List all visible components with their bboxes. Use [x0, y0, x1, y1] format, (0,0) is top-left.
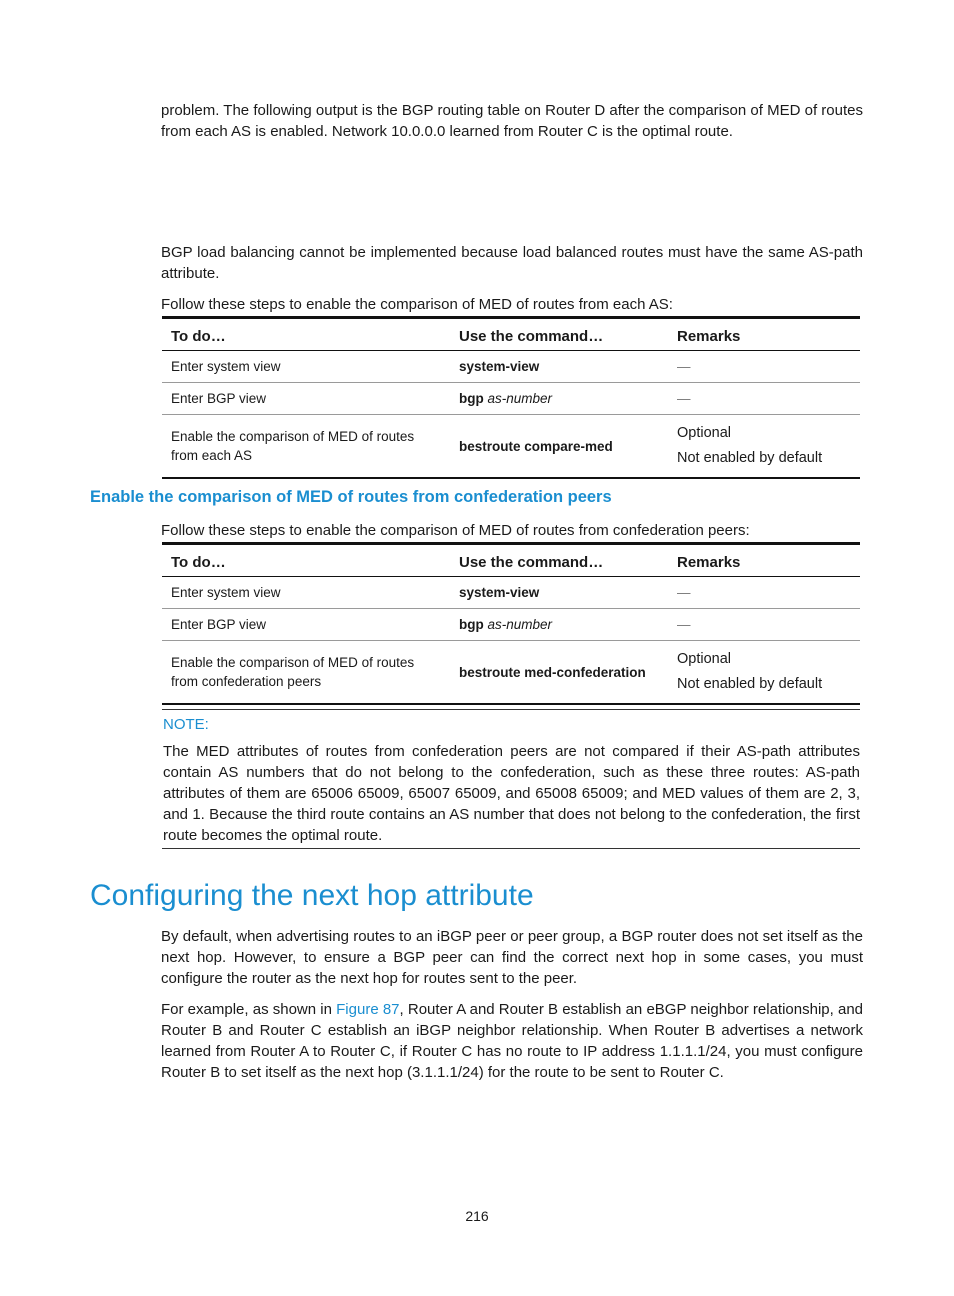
intro-paragraph-2: BGP load balancing cannot be implemented because load balanced routes must have the same AS-path attribute. [161, 244, 863, 282]
table-row [162, 383, 860, 415]
command-keyword: bestroute compare-med [459, 438, 613, 454]
cell-remarks [668, 415, 860, 479]
cell-command [450, 577, 668, 609]
remark-default: Not enabled by default [677, 450, 823, 466]
page-number: 216 [465, 1208, 489, 1224]
table-row [162, 577, 860, 609]
cell-remarks [668, 351, 860, 383]
command-argument: as-number [487, 617, 553, 632]
cell-command [450, 351, 668, 383]
table-row [162, 351, 860, 383]
remark-optional: Optional [677, 651, 732, 667]
remark-dash: — [677, 617, 691, 632]
command-keyword: bgp [459, 617, 484, 632]
next-hop-paragraph-1: By default, when advertising routes to an iBGP peer or peer group, a BGP router does not set itself as the next hop. However, to ensure a BGP peer can find the correct next hop in some cases, you must configure the router as the next hop for routes sent to the peer. [161, 928, 863, 987]
column-header-todo: To do… [162, 318, 450, 351]
note-box [162, 709, 860, 849]
remark-dash: — [677, 585, 691, 600]
cell-todo: Enter system view [162, 351, 450, 383]
note-label: NOTE: [163, 716, 209, 733]
cell-remarks [668, 641, 860, 705]
column-header-todo: To do… [162, 544, 450, 577]
column-header-command: Use the command… [450, 318, 668, 351]
command-argument: as-number [487, 391, 553, 406]
cell-todo: Enable the comparison of MED of routes from confederation peers [162, 641, 450, 705]
next-hop-paragraph-2 [161, 999, 863, 1083]
table-row [162, 609, 860, 641]
column-header-remarks: Remarks [668, 318, 860, 351]
command-keyword: bestroute med-confederation [459, 664, 646, 680]
command-keyword: system-view [459, 585, 540, 600]
command-keyword: system-view [459, 359, 540, 374]
table-row [162, 641, 860, 705]
section-heading-confederation: Enable the comparison of MED of routes from confederation peers [90, 488, 612, 506]
table-header-row [162, 318, 860, 351]
remark-dash: — [677, 391, 691, 406]
table-row [162, 415, 860, 479]
table-header-row [162, 544, 860, 577]
remark-optional: Optional [677, 425, 732, 441]
section-heading-next-hop: Configuring the next hop attribute [90, 879, 534, 912]
remark-default: Not enabled by default [677, 676, 823, 692]
paragraph-text-after-link: , Router A and Router B establish an eBGP neighbor relationship, and Router B and Router C establish an iBGP neighbor relationship. When Router B advertises a network learned from Router A to Router C, if Router C has no route to IP address 1.1.1.1/24, you must configure Router B to set itself as the next hop (3.1.1.1/24) for the route to be sent to Router C. [161, 1001, 864, 1081]
remark-dash: — [677, 359, 691, 374]
command-keyword: bgp [459, 391, 484, 406]
cell-command [450, 383, 668, 415]
note-text: The MED attributes of routes from confederation peers are not compared if their AS-path attributes contain AS numbers that do not belong to the confederation, such as these three routes: AS-path attributes of them are 65006 65009, 65007 65009, and 65008 65009; and MED values of them are 2, 3, and 1. Because the third route contains an AS number that does not belong to the confederation, the first route becomes the optimal route. [163, 743, 860, 844]
cell-todo: Enter BGP view [162, 383, 450, 415]
intro-paragraph-3: Follow these steps to enable the comparison of MED of routes from each AS: [161, 296, 673, 313]
column-header-remarks: Remarks [668, 544, 860, 577]
cell-command [450, 609, 668, 641]
column-header-command: Use the command… [450, 544, 668, 577]
cell-command [450, 641, 668, 705]
command-table-med-confederation [162, 542, 860, 705]
cell-remarks [668, 577, 860, 609]
cell-todo: Enter BGP view [162, 609, 450, 641]
figure-87-link[interactable]: Figure 87 [336, 1001, 400, 1018]
command-table-med-as [162, 316, 860, 479]
intro-paragraph-1: problem. The following output is the BGP routing table on Router D after the comparison of MED of routes from each AS is enabled. Network 10.0.0.0 learned from Router C is the optimal route. [161, 102, 863, 140]
cell-command [450, 415, 668, 479]
cell-todo: Enter system view [162, 577, 450, 609]
paragraph-text-before-link: For example, as shown in [161, 1001, 337, 1018]
cell-todo: Enable the comparison of MED of routes from each AS [162, 415, 450, 479]
cell-remarks [668, 383, 860, 415]
cell-remarks [668, 609, 860, 641]
section-intro-confederation: Follow these steps to enable the comparison of MED of routes from confederation peers: [161, 522, 750, 539]
